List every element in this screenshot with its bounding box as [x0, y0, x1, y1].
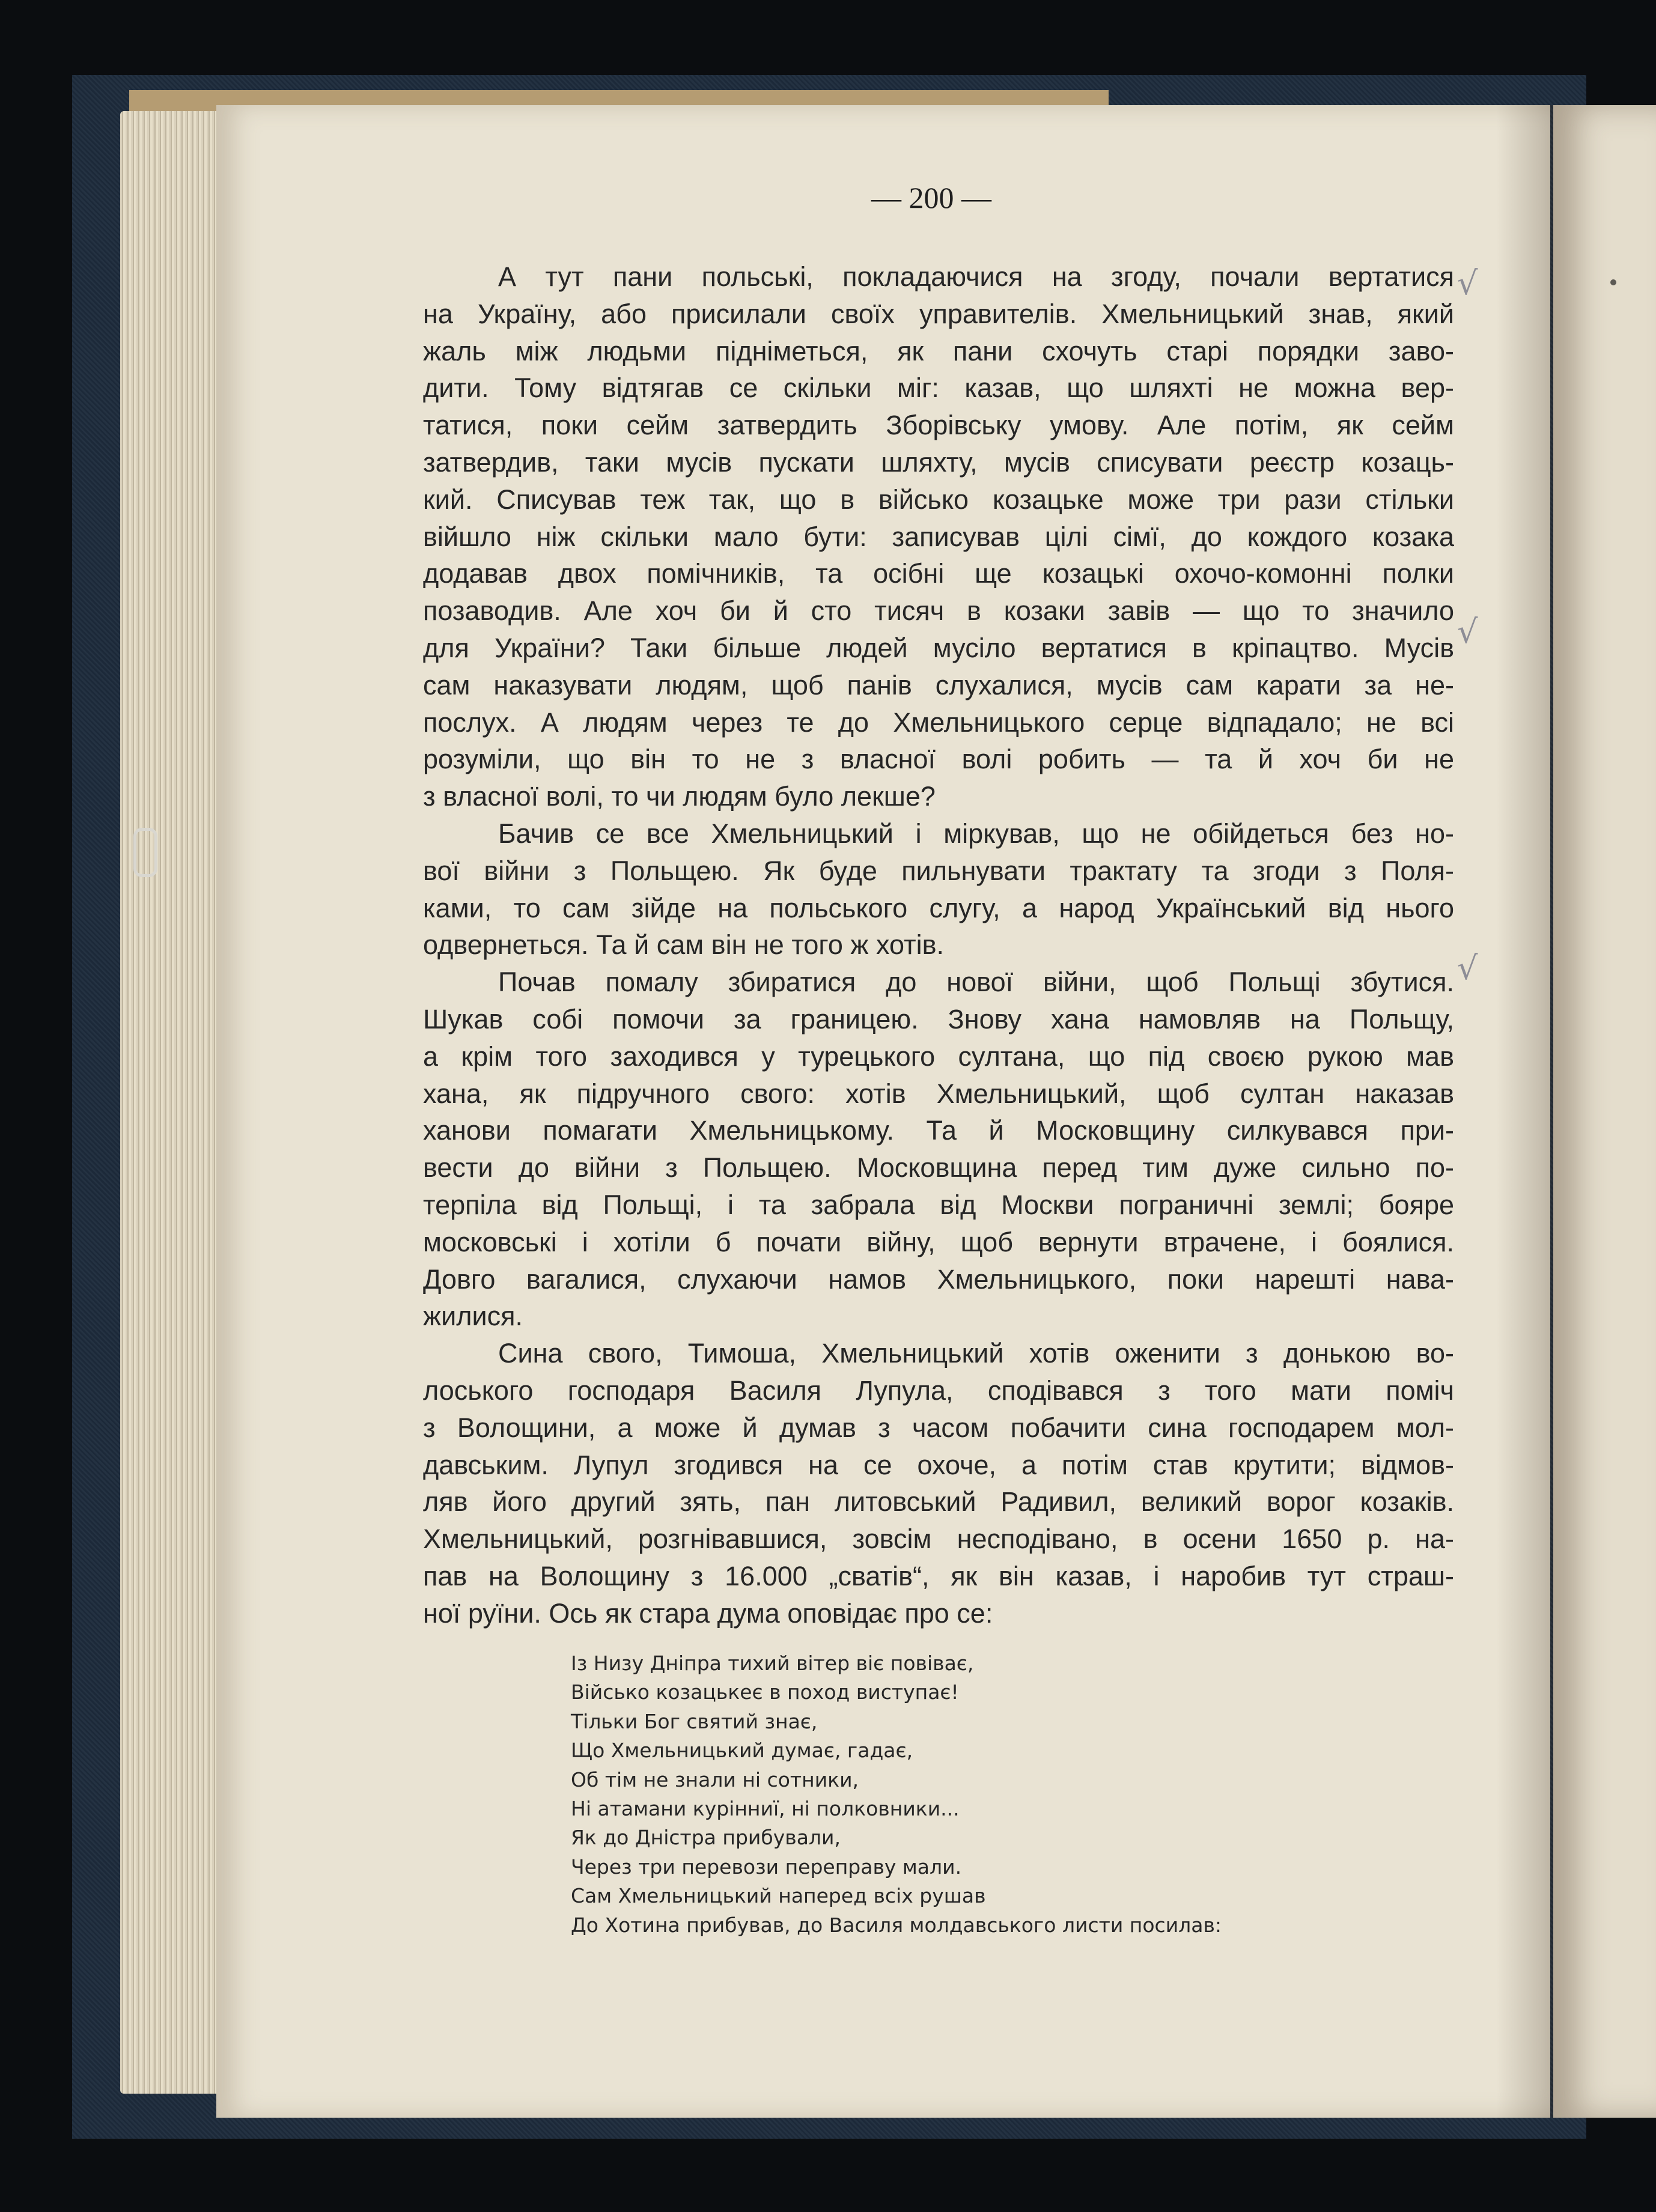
text-line: Довго вагалися, слухаючи намов Хмельницького, поки нарешті нава- [423, 1263, 1454, 1295]
verse-line: Тільки Бог святий знає, [571, 1709, 818, 1733]
text-line: Шукав собі помочи за границею. Знову хана намовляв на Польщу, [423, 1003, 1454, 1035]
page-number: — 200 — [871, 181, 991, 214]
text-line: Сина свого, Тимоша, Хмельницький хотів оженити з донькою во- [498, 1338, 1454, 1369]
text-line: Почав помалу збиратися до нової війни, щоб Польщі збутися. [498, 967, 1454, 998]
verse-line: Що Хмельницький думає, гадає, [571, 1739, 913, 1763]
text-line: вести до війни з Польщею. Московщина перед тим дуже сильно по- [423, 1152, 1454, 1183]
body-text [423, 258, 1454, 1632]
text-line: давським. Лупул згодився на се охоче, а потім став крутити; відмов- [423, 1449, 1454, 1480]
text-line: хана, як підручного свого: хотів Хмельницький, щоб султан наказав [423, 1078, 1454, 1109]
verse-line: Об тім не знали ні сотники, [571, 1767, 859, 1791]
verse-line: Сам Хмельницький наперед всіх рушав [571, 1884, 986, 1908]
verse-line: До Хотина прибував, до Василя молдавського листи посилав: [571, 1913, 1222, 1937]
text-line: ної руїни. Ось як стара дума оповідає про се: [423, 1597, 993, 1629]
text-line: вої війни з Польщею. Як буде пильнувати трактату та згоди з Поля- [423, 855, 1454, 886]
text-line: московські і хотіли б почати війну, щоб вернути втрачене, і боялися. [423, 1226, 1454, 1257]
text-line: послух. А людям через те до Хмельницького серце відпадало; не всі [423, 706, 1454, 738]
text-line: розуміли, що він то не з власної волі робить — та й хоч би не [423, 744, 1454, 775]
verse-line: Ні атамани курінниї, ні полковники... [571, 1797, 960, 1821]
text-line: додавав двох помічників, та осібні ще козацькі охочо-комонні полки [423, 558, 1454, 589]
page-edges [120, 111, 225, 2094]
text-line: ханови помагати Хмельницькому. Та й Московщину силкувався при- [423, 1115, 1454, 1146]
text-line: лоського господаря Василя Лупула, сподівався з того мати поміч [423, 1375, 1454, 1406]
text-line: позаводив. Але хоч би й сто тисяч в козаки завів — що то значило [423, 595, 1454, 627]
gutter-shadow [1496, 105, 1553, 2118]
text-line: затвердив, таки мусів пускати шляхту, мусів списувати реєстр козаць- [423, 446, 1454, 478]
text-line: пав на Волощину з 16.000 „сватів“, як він казав, і наробив тут страш- [423, 1560, 1454, 1591]
text-line: терпіла від Польщі, і та забрала від Москви пограничні землі; бояре [423, 1189, 1454, 1220]
text-line: Бачив се все Хмельницький і міркував, що не обійдеться без но- [498, 818, 1454, 849]
margin-checkmark: √ [1457, 613, 1478, 651]
verse-block [571, 1649, 1412, 1940]
text-line: ками, то сам зійде на польського слугу, а народ Український від нього [423, 892, 1454, 923]
text-line: сам наказувати людям, щоб панів слухалися, мусів сам карати за не- [423, 669, 1454, 700]
text-line: з Волощини, а може й думав з часом побачити сина господарем мол- [423, 1412, 1454, 1443]
text-line: дити. Тому відтягав се скільки міг: казав, що шляхті не можна вер- [423, 372, 1454, 404]
text-line: одвернеться. Та й сам він не того ж хотів. [423, 929, 945, 961]
text-line: жилися. [423, 1301, 523, 1332]
text-line: А тут пани польські, покладаючися на згоду, почали вертатися [498, 261, 1454, 292]
verse-line: Як до Дністра прибували, [571, 1826, 841, 1850]
ink-dot [1610, 279, 1616, 285]
text-line: для України? Таки більше людей мусіло вертатися в кріпацтво. Мусів [423, 632, 1454, 663]
text-line: жаль між людьми підніметься, як пани схочуть старі порядки заво- [423, 335, 1454, 366]
text-line: на Україну, або присилали своїх управителів. Хмельницький знав, який [423, 298, 1454, 329]
text-line: кий. Списував теж так, що в військо козацьке може три рази стільки [423, 484, 1454, 515]
margin-checkmark: √ [1457, 949, 1478, 987]
text-line: Хмельницький, розгнівавшися, зовсім несподівано, в осени 1650 р. на- [423, 1524, 1454, 1555]
text-line: татися, поки сейм затвердить Зборівську умову. Але потім, як сейм [423, 410, 1454, 441]
text-line: а крім того заходився у турецького султана, що під своєю рукою мав [423, 1041, 1454, 1072]
verse-line: Військо козацькеє в поход виступає! [571, 1680, 959, 1704]
binding-ring [133, 828, 157, 877]
text-line: війшло ніж скільки мало бути: записував цілі сімї, до кождого козака [423, 521, 1454, 552]
text-line: з власної волі, то чи людям було лекше? [423, 781, 936, 812]
verse-line: Із Низу Дніпра тихий вітер віє повіває, [571, 1651, 974, 1675]
verse-line: Через три перевози переправу мали. [571, 1855, 962, 1879]
facing-page [1553, 105, 1656, 2118]
text-line: ляв його другий зять, пан литовський Радивил, великий ворог козаків. [423, 1486, 1454, 1518]
margin-checkmark: √ [1457, 264, 1478, 302]
